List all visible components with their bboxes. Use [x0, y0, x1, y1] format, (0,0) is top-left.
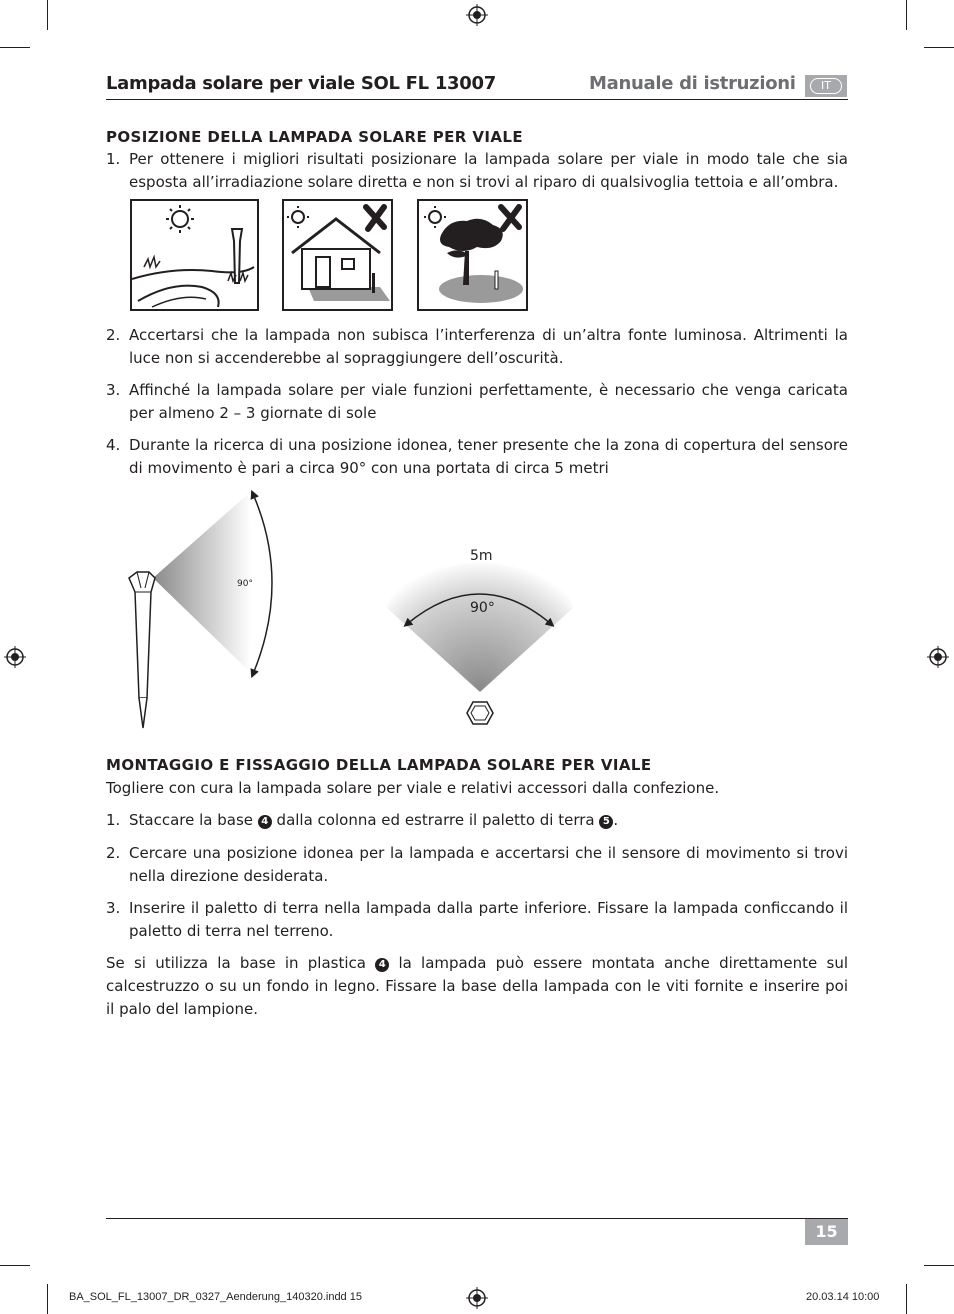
crop-mark — [924, 1265, 954, 1266]
top-angle-label: 90° — [470, 600, 495, 616]
sun-garden-path-icon — [132, 201, 257, 309]
list-number: 3. — [106, 381, 121, 399]
step1-text-c: . — [613, 811, 619, 829]
section-title-mounting: MONTAGGIO E FISSAGGIO DELLA LAMPADA SOLARE PER VIALE — [106, 756, 652, 774]
step1-text-b: dalla colonna ed estrarre il paletto di terra — [271, 811, 600, 829]
footer-rule — [106, 1218, 848, 1219]
crop-mark — [924, 47, 954, 48]
manual-label: Manuale di istruzioni — [589, 73, 796, 94]
list-number: 1. — [106, 150, 121, 168]
print-date: 20.03.14 10:00 — [806, 1291, 880, 1303]
list-number: 1. — [106, 811, 121, 829]
list-number: 3. — [106, 899, 121, 917]
page-number: 15 — [805, 1219, 848, 1245]
list-item-text — [129, 809, 848, 832]
outro-text-a: Se si utilizza la base in plastica — [106, 954, 376, 972]
sensor-top-view-diagram — [385, 540, 575, 730]
registration-mark-icon — [927, 646, 949, 668]
list-number: 4. — [106, 436, 121, 454]
illustration-tree-shade — [417, 199, 528, 311]
tree-shade-icon — [419, 201, 526, 309]
header-rule — [106, 99, 848, 100]
crop-mark — [906, 1284, 907, 1314]
step1-text-a: Staccare la base — [129, 811, 258, 829]
list-item-text: Per ottenere i migliori risultati posizionare la lampada solare per viale in modo tale che sia esposta all’irradiazione solare diretta e non si trovi al riparo di qualsivoglia tettoia e all’ombra. — [129, 150, 848, 191]
house-shade-icon — [284, 201, 391, 309]
part-ref-stake-icon: 5 — [599, 815, 613, 829]
document-title: Lampada solare per viale SOL FL 13007 — [106, 73, 496, 94]
crop-mark — [906, 0, 907, 30]
registration-mark-icon — [466, 1287, 488, 1309]
registration-mark-icon — [466, 4, 488, 26]
mounting-outro — [106, 952, 848, 1021]
list-item-text: Cercare una posizione idonea per la lampada e accertarsi che il sensore di movimento si trovi nella direzione desiderata. — [129, 844, 848, 885]
crop-mark — [0, 47, 30, 48]
crop-mark — [0, 1265, 30, 1266]
language-badge — [805, 75, 847, 97]
list-number: 2. — [106, 844, 121, 862]
list-item-text: Affinché la lampada solare per viale funzioni perfettamente, è necessario che venga caricata per almeno 2 – 3 giornate di sole — [129, 381, 848, 422]
outro-text-b: la lampada può essere montata anche direttamente sul calcestruzzo o su un fondo in legno. Fissare la base della lampada con le viti fornite e inserire poi il palo del lampione. — [106, 954, 848, 1018]
list-number: 2. — [106, 326, 121, 344]
mounting-intro: Togliere con cura la lampada solare per viale e relativi accessori dalla confezione. — [106, 779, 720, 797]
illustration-sunny-path — [130, 199, 259, 311]
side-angle-label: 90° — [237, 579, 253, 589]
section-title-positioning: POSIZIONE DELLA LAMPADA SOLARE PER VIALE — [106, 128, 523, 146]
sensor-side-view-diagram — [115, 488, 290, 733]
language-badge-label: IT — [810, 78, 842, 94]
file-info: BA_SOL_FL_13007_DR_0327_Aenderung_140320.indd 15 — [69, 1291, 362, 1303]
range-label: 5m — [470, 548, 493, 564]
list-item-text: Inserire il paletto di terra nella lampada dalla parte inferiore. Fissare la lampada conficcando il paletto di terra nel terreno. — [129, 899, 848, 940]
list-item-text: Accertarsi che la lampada non subisca l’interferenza di un’altra fonte luminosa. Altrimenti la luce non si accenderebbe al sopraggiungere dell’oscurità. — [129, 326, 848, 367]
illustration-house-shade — [282, 199, 393, 311]
crop-mark — [47, 0, 48, 30]
list-item-text: Durante la ricerca di una posizione idonea, tener presente che la zona di copertura del sensore di movimento è pari a circa 90° con una portata di circa 5 metri — [129, 436, 848, 477]
registration-mark-icon — [4, 646, 26, 668]
part-ref-base-icon: 4 — [258, 815, 272, 829]
crop-mark — [47, 1284, 48, 1314]
part-ref-base-icon: 4 — [375, 958, 389, 972]
